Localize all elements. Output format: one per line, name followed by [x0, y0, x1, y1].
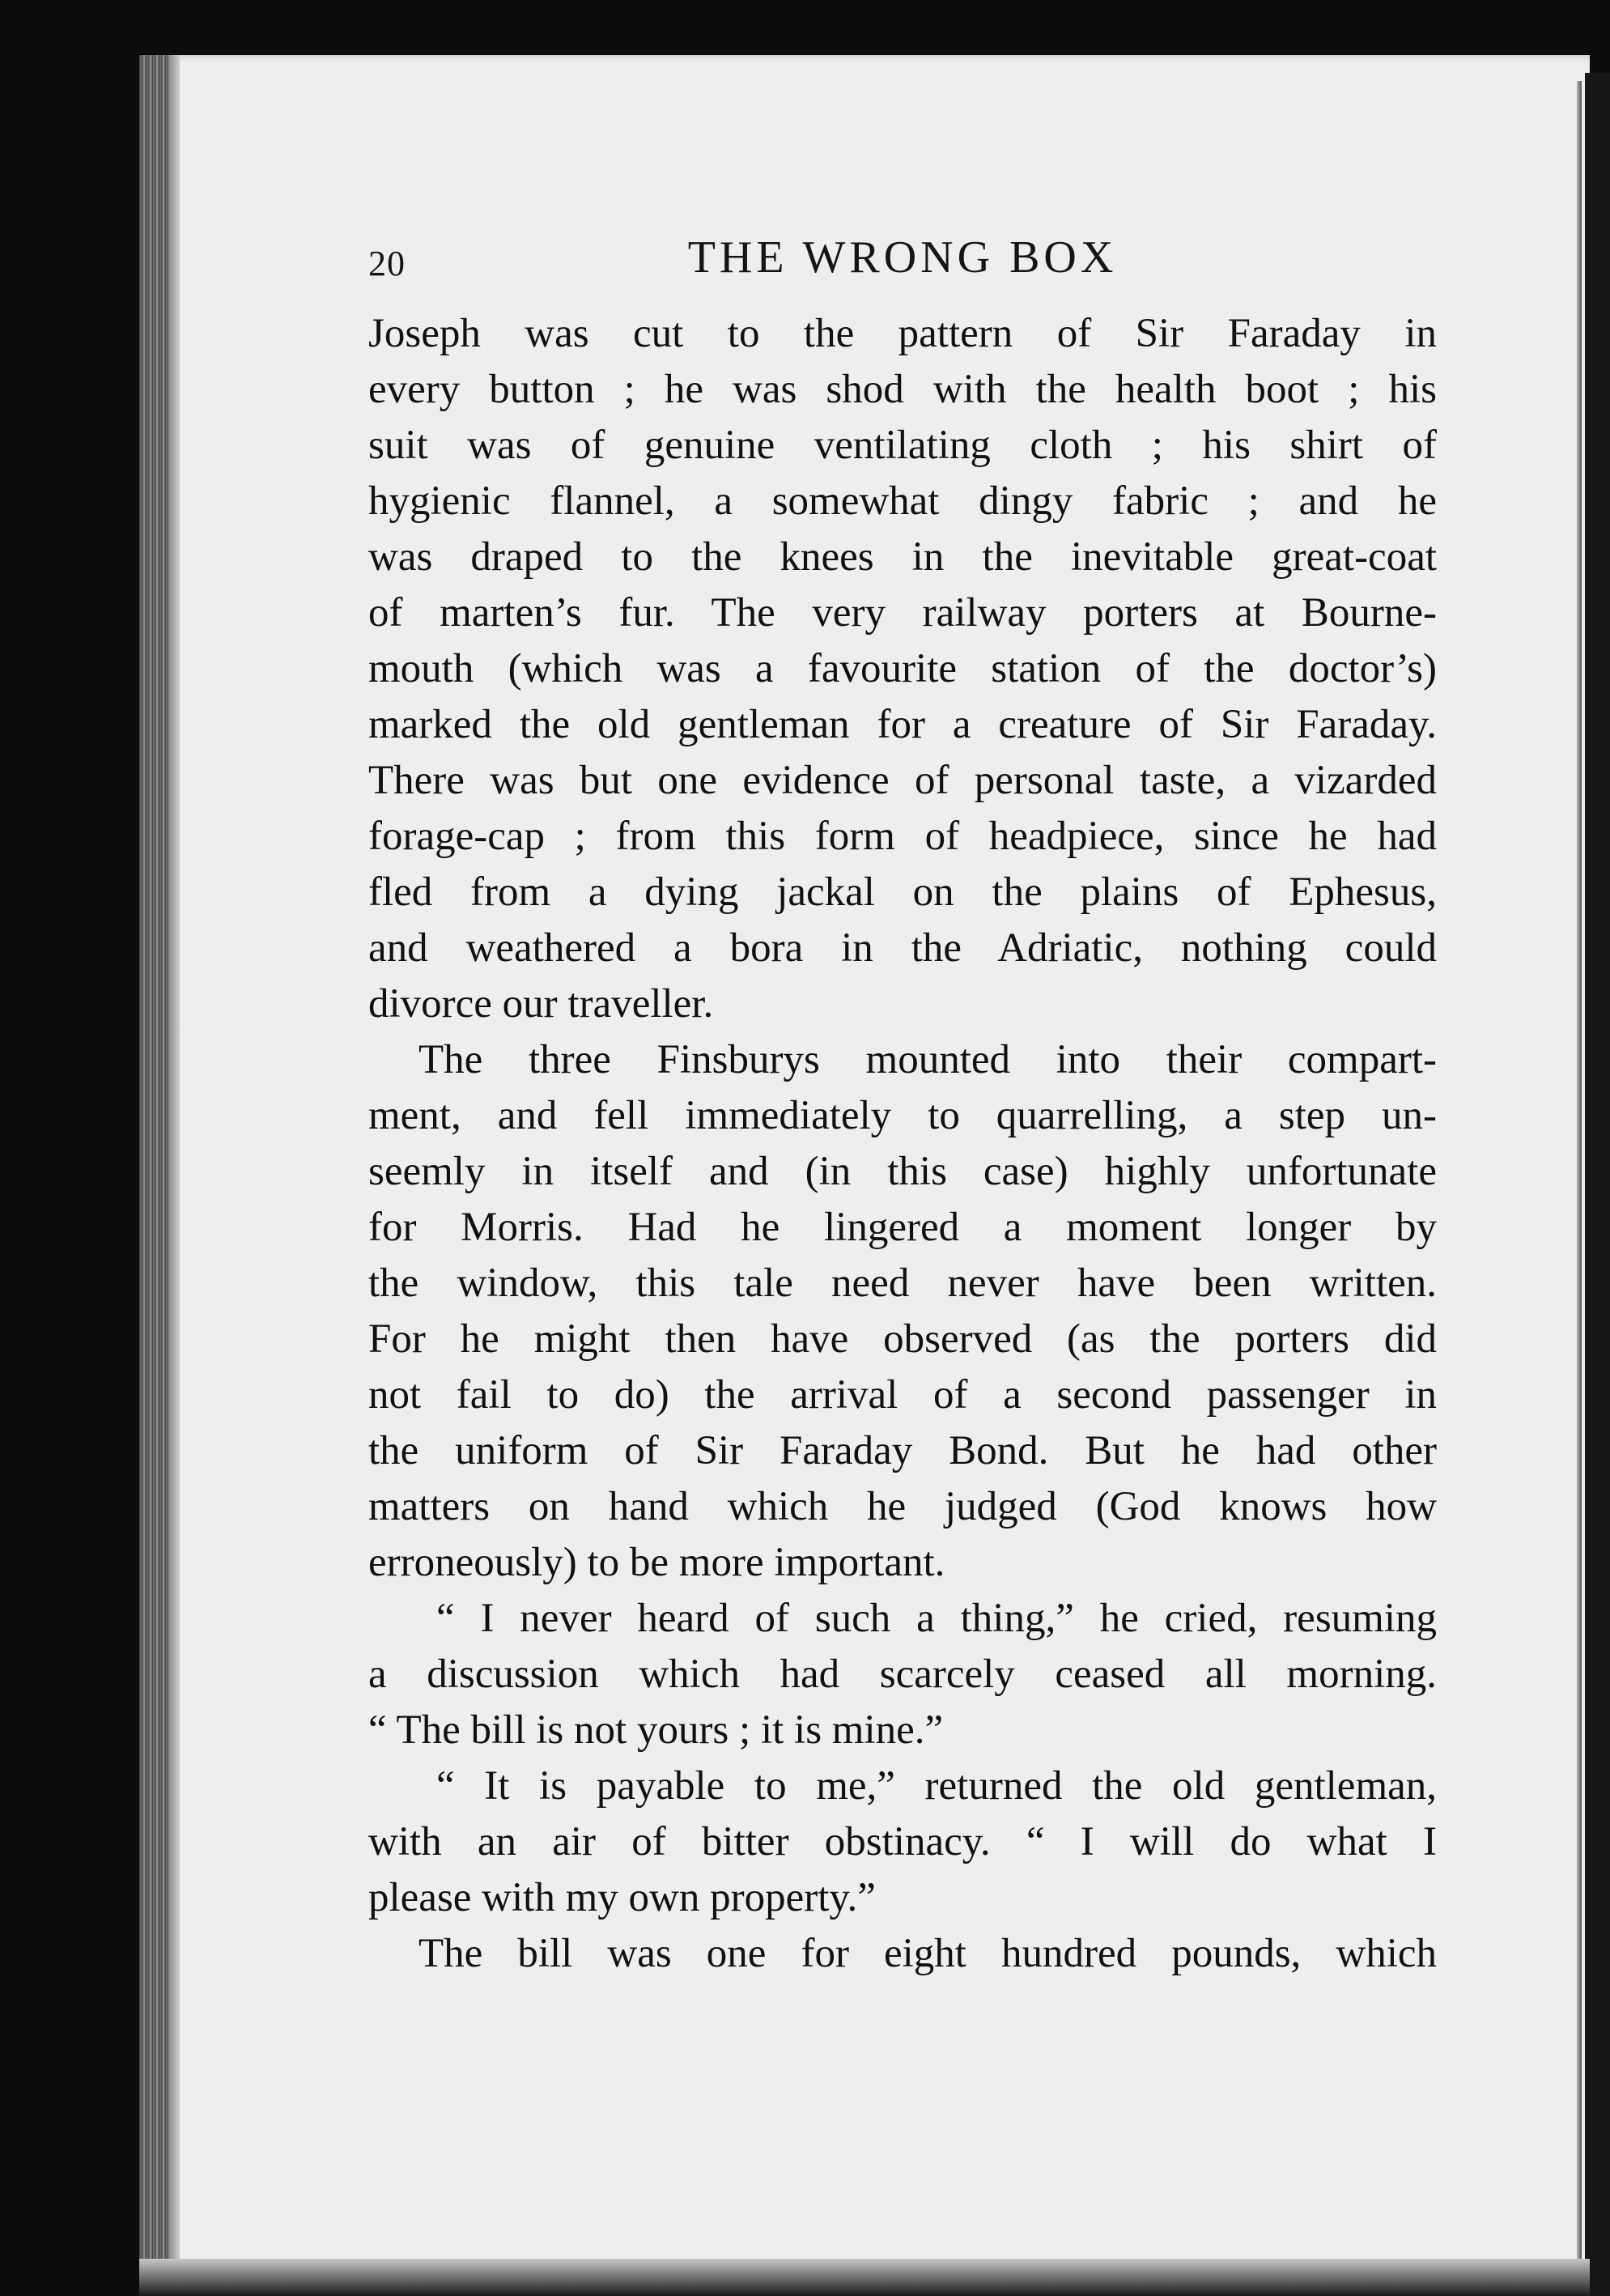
- text-line: ment, and fell immediately to quarrelling, a step un-: [368, 1093, 1437, 1138]
- text-line: marked the old gentleman for a creature of Sir Faraday.: [368, 702, 1437, 747]
- text-line: suit was of genuine ventilating cloth ; his shirt of: [368, 423, 1437, 468]
- text-line: matters on hand which he judged (God knows how: [368, 1484, 1437, 1529]
- text-line: For he might then have observed (as the porters did: [368, 1316, 1437, 1362]
- page-gutter: [168, 55, 180, 2281]
- text-line: of marten’s fur. The very railway porters at Bourne-: [368, 590, 1437, 636]
- page-header: [368, 227, 1437, 291]
- text-line: “ The bill is not yours ; it is mine.”: [368, 1707, 944, 1753]
- text-line: and weathered a bora in the Adriatic, nothing could: [368, 925, 1437, 971]
- text-line: mouth (which was a favourite station of the doctor’s): [368, 646, 1437, 691]
- text-line: seemly in itself and (in this case) highly unfortunate: [368, 1149, 1437, 1194]
- text-line: “ It is payable to me,” returned the old gentleman,: [436, 1763, 1437, 1809]
- text-line: erroneously) to be more important.: [368, 1540, 945, 1585]
- text-line: not fail to do) the arrival of a second passenger in: [368, 1372, 1437, 1418]
- page-binding: [139, 55, 168, 2281]
- body-text: [368, 306, 1437, 1982]
- page-bottom-edge: [139, 2259, 1590, 2296]
- text-line: was draped to the knees in the inevitable great-coat: [368, 534, 1437, 580]
- page-number: 20: [368, 244, 406, 283]
- text-line: please with my own property.”: [368, 1875, 876, 1920]
- text-line: divorce our traveller.: [368, 981, 714, 1027]
- text-line: forage-cap ; from this form of headpiece, since he had: [368, 814, 1437, 859]
- text-line: “ I never heard of such a thing,” he cried, resuming: [436, 1596, 1437, 1641]
- text-line: fled from a dying jackal on the plains of Ephesus,: [368, 870, 1437, 915]
- text-line: every button ; he was shod with the health boot ; his: [368, 367, 1437, 412]
- text-line: for Morris. Had he lingered a moment longer by: [368, 1205, 1437, 1250]
- text-line: the uniform of Sir Faraday Bond. But he had other: [368, 1428, 1437, 1473]
- text-line: The bill was one for eight hundred pounds, which: [418, 1931, 1437, 1976]
- scan-right-margin: [1585, 73, 1610, 2296]
- text-line: There was but one evidence of personal taste, a vizarded: [368, 758, 1437, 803]
- text-line: a discussion which had scarcely ceased all morning.: [368, 1652, 1437, 1697]
- text-line: hygienic flannel, a somewhat dingy fabric ; and he: [368, 478, 1437, 524]
- running-title: THE WRONG BOX: [687, 232, 1118, 283]
- text-line: Joseph was cut to the pattern of Sir Faraday in: [368, 311, 1437, 356]
- text-line: the window, this tale need never have been written.: [368, 1261, 1437, 1306]
- page-right-edge: [1577, 81, 1582, 2267]
- text-line: The three Finsburys mounted into their compart-: [418, 1037, 1437, 1082]
- text-line: with an air of bitter obstinacy. “ I will do what I: [368, 1819, 1437, 1864]
